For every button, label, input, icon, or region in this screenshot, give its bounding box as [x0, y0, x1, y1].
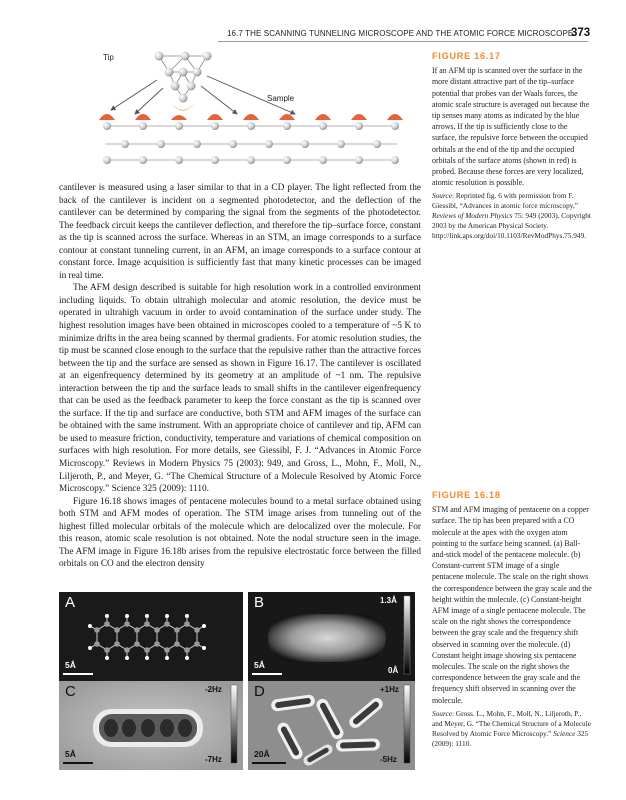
panel-c — [59, 681, 243, 770]
source-text: : Gross. L., Mohn, F., Moll, N., Liljeroth, P., and Meyer, G. “The Chemical Structure of a Molecule Resolved by Atomic Force Microscopy.” — [432, 708, 591, 738]
sample-lattice — [105, 126, 397, 160]
caption-title: FIGURE 16.18 — [432, 490, 501, 500]
caption-body: STM and AFM imaging of pentacene on a copper surface. The tip has been prepared with a CO molecule at the apex with the oxygen atom pointing to the surface being scanned. (a) Ball-and-stick model of the pentacene molecule. (b) Constant-current STM image of a single pentacene molecule. The scale on the right shows the correspondence between the gray scale and the height within the molecule. (c) Constant-height AFM image of a single pentacene molecule. The scale on the right shows the correspondence between the gray scale and the frequency shift observed in scanning over the molecule. (d) Constant height image showing six pentacene molecules. The scale on the right shows the correspondence between the gray scale and the frequency shift observed in scanning over the molecule. — [432, 505, 592, 705]
body-text — [59, 182, 421, 571]
source-journal: Reviews of Modern Physics — [432, 211, 513, 221]
running-head: 16.7 THE SCANNING TUNNELING MICROSCOPE AND THE ATOMIC FORCE MICROSCOPE — [227, 29, 574, 38]
caption-source — [432, 191, 592, 241]
colorbar-bottom: 0Å — [388, 666, 399, 675]
figure-16-17-illustration — [97, 48, 412, 166]
page-number: 373 — [571, 27, 591, 39]
surface-orbitals — [99, 114, 403, 120]
panel-letter: B — [254, 594, 265, 611]
panel-a — [59, 592, 243, 681]
panel-letter: D — [254, 683, 265, 700]
tip-sample-diagram — [97, 48, 412, 166]
sample-atoms — [103, 122, 399, 164]
caption-body: If an AFM tip is scanned over the surface in the more distant attractive part of the tip–surface potential that probes van der Waals forces, the atomic scale structure is averaged out because the tip senses many atoms as indicated by the blue arrows. If the tip is sufficiently close to the surface, the repulsive force between the occupied orbitals at the end of the tip and the occupied orbitals of the surface atoms (shown in red) is probed. Because these forces are very localized, atomic resolution is possible. — [432, 66, 590, 188]
colorbar-bottom: -7Hz — [205, 755, 222, 764]
source-tail: 75: 949 (2003). Copyright 2003 by the American Physical Society. http://link.aps.org/doi/10.1103/RevModPhys.75.949. — [432, 211, 591, 241]
header-rule — [218, 41, 588, 42]
source-label: Source — [432, 708, 452, 718]
panel-b — [248, 592, 415, 681]
tip-lattice — [159, 56, 207, 98]
colorbar-top: 1.3Å — [380, 596, 397, 605]
caption-title: FIGURE 16.17 — [432, 51, 501, 61]
colorbar-top: +1Hz — [380, 685, 399, 694]
figure-16-17-caption — [432, 51, 592, 241]
scale-label: 20Å — [254, 749, 270, 759]
scale-label: 5Å — [254, 660, 265, 670]
colorbar-top: -2Hz — [205, 685, 222, 694]
source-tail: 325 (2009): 1110. — [432, 728, 589, 748]
colorbar-bottom: -5Hz — [380, 755, 397, 764]
paragraph-1: cantilever is measured using a laser similar to that in a CD player. The light reflected from the back of the cantilever is incident on a segmented photodetector, and the deflection of the cantilever can be determined by comparing the signal from the segments of the photodetector. The feedback circuit keeps the cantilever deflection, and therefore the tip–surface force, constant as the tip is scanned across the surface. Whereas in an STM, an image corresponds to a surface contour at constant tunneling current, in an AFM, an image corresponds to a surface contour at constant force. Image acquisition is sufficiently fast that many kinetic processes can be imaged in real time. — [59, 183, 421, 281]
source-text: : Reprinted fig. 6 with permission from F. Giessibl, “Advances in atomic force microscopy,” — [432, 191, 579, 211]
pentacene-model — [59, 592, 243, 681]
source-label: Source — [432, 191, 452, 201]
panel-d — [248, 681, 415, 770]
panel-letter: C — [65, 683, 76, 700]
tip-orbital — [171, 103, 195, 111]
scale-label: 5Å — [65, 749, 76, 759]
sample-label: Sample — [267, 94, 295, 103]
tip-atoms — [155, 52, 212, 103]
panel-letter: A — [65, 594, 76, 611]
paragraph-3: Figure 16.18 shows images of pentacene molecules bound to a metal surface obtained using both STM and AFM modes of operation. The STM image arises from tunneling out of the highest filled molecular orbitals of the molecule which are delocalized over the molecule. For this reason, atomic scale resolution is not obtained. Note the nodal structure seen in the image. The AFM image in Figure 16.18b arises from the repulsive electrostatic force between the filled orbitals on CO and the electron density — [59, 496, 421, 570]
scale-label: 5Å — [65, 660, 76, 670]
tip-label: Tip — [103, 53, 114, 62]
figure-16-18-caption — [432, 490, 592, 749]
source-journal: Science — [553, 728, 576, 738]
caption-source — [432, 709, 592, 749]
paragraph-2: The AFM design described is suitable for high resolution work in a controlled environment including liquids. To obtain ultrahigh molecular and atomic resolution, the device must be operated in ultrahigh vacuum in order to avoid contamination of the surface under study. The highest resolution images have been obtained in microscopes cooled to a temperature of ~5 K to minimize drifts in the area being scanned by thermal gradients. For atomic resolution studies, the tip must be scanned close enough to the surface that the repulsive rather than the attractive forces between the tip and the surface are sensed as shown in Figure 16.17. The cantilever is oscillated at an eigenfrequency determined by its geometry at an amplitude of ~1 nm. The repulsive interaction between the tip and the surface leads to small shifts in the cantilever eigenfrequency that can be used as the feedback parameter to keep the force constant as the tip is scanned over the surface. If the tip and surface are conductive, both STM and AFM images of the surface can be obtained with the same instrument. With an appropriate choice of cantilever and tip, AFM can be used to measure friction, conductivity, temperature and variations of chemical composition on surfaces with high resolution. For more details, see Giessibl, F. J. “Advances in Atomic Force Microscopy.” Reviews in Modern Physics 75 (2003): 949, and Gross, L., Mohn, F., Moll, N., Liljeroth, P., and Meyer, G. “The Chemical Structure of a Molecule Resolved by Atomic Force Microscopy.” Science 325 (2009): 1110. — [59, 283, 421, 495]
page-header — [0, 27, 626, 43]
